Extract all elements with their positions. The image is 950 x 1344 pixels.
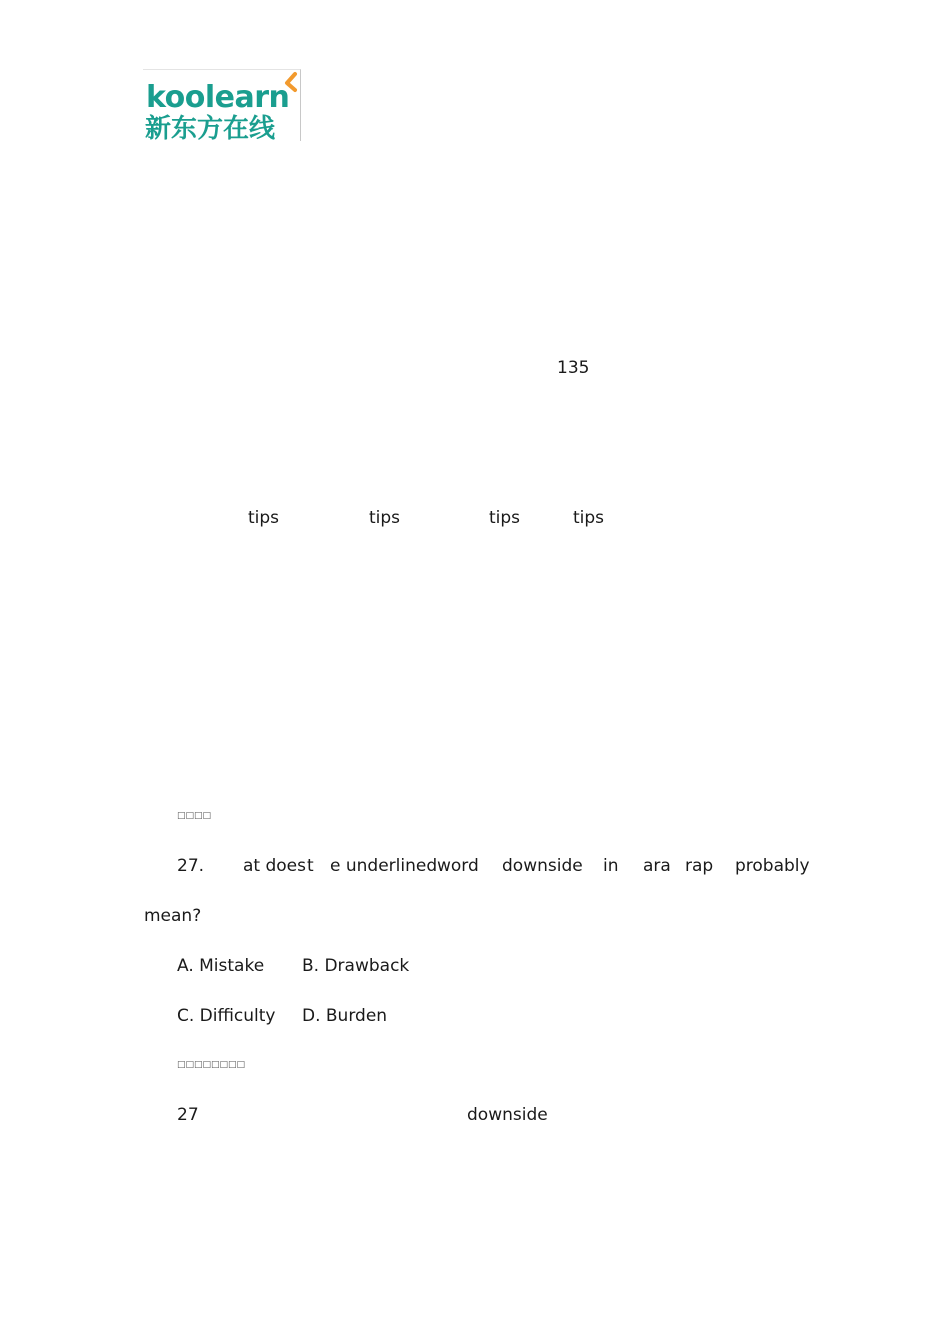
question-keyword: downside	[502, 856, 583, 876]
question-stem-part: word	[437, 856, 479, 876]
koolearn-logo-graphic	[143, 70, 299, 140]
answer-number: 27	[177, 1105, 199, 1125]
question-stem-part: probably	[735, 856, 810, 876]
answer-keyword: downside	[467, 1105, 548, 1125]
svg-text:koolearn: koolearn	[146, 80, 290, 115]
question-number: 27.	[177, 856, 205, 876]
question-stem-part: at does	[243, 856, 306, 876]
tips-label-4: tips	[573, 508, 605, 528]
page-number-label: 135	[557, 358, 590, 378]
question-section-marker: □□□□	[177, 811, 212, 821]
question-stem-part: ara	[643, 856, 671, 876]
tips-label-3: tips	[489, 508, 521, 528]
question-stem-part: rap	[685, 856, 714, 876]
answer-section-marker: □□□□□□□□	[177, 1060, 246, 1070]
question-stem-part: t	[307, 856, 314, 876]
question-stem-end: mean?	[144, 906, 202, 926]
question-stem-part: e underlined	[330, 856, 438, 876]
question-stem-part: in	[603, 856, 619, 876]
tips-label-2: tips	[369, 508, 401, 528]
option-b: B. Drawback	[302, 956, 410, 976]
option-d: D. Burden	[302, 1006, 388, 1026]
koolearn-logo	[143, 69, 301, 141]
svg-text:新东方在线: 新东方在线	[145, 114, 276, 140]
tips-label-1: tips	[248, 508, 280, 528]
option-c: C. Difficulty	[177, 1006, 276, 1026]
option-a: A. Mistake	[177, 956, 265, 976]
